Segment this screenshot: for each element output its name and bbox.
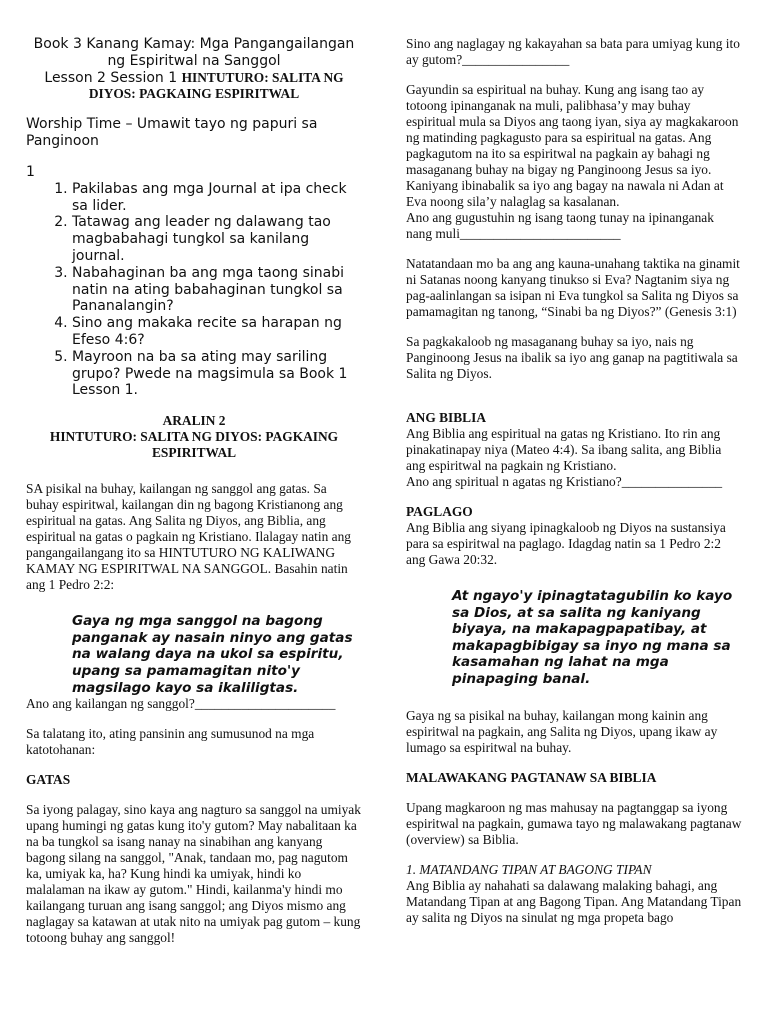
biblia-paragraph: Ang Biblia ang espiritual na gatas ng Kristiano. Ito rin ang pinakatinapay niya (Mateo 4:4). Sa ibang salita, ang Biblia ang espiritwal na pagkain ng Kristiano. <box>406 426 722 473</box>
espiritual-paragraph: Gayundin sa espiritual na buhay. Kung ang isang tao ay totoong ipinanganak na muli, palibhasa’y may buhay espiritual mula sa Diyos ang taong iyan, siya ay magkakaroon ng matinding pagkagusto para sa espiritual na gatas. Ang pagkagutom na ito sa espiritwal na pagkain ay bahagi ng masaganang buhay na bigay ng Panginoong Jesus sa iyo. Kaniyang ibinabalik sa iyo ang bagay na nawala ni Adan at Eva noong sila’y nalaglag sa kasalanan. <box>406 82 739 209</box>
task-item: 3. Nabahaginan ba ang mga taong sinabi natin na ating babahaginan tungkol sa Pananalangin? <box>72 265 362 315</box>
lesson-header <box>26 36 362 102</box>
gatas-heading: GATAS <box>26 772 71 788</box>
header-line-4: DIYOS: PAGKAING ESPIRITWAL <box>88 86 300 102</box>
truths-paragraph: Sa talatang ito, ating pansinin ang sumusunod na mga katotohanan: <box>26 726 315 758</box>
question-umiyak: Sino ang naglagay ng kakayahan sa bata para umiyag kung ito ay gutom?________________ <box>406 36 740 67</box>
verse-gawa: At ngayo'y ipinagtatagubilin ko kayo sa Dios, at sa salita ng kaniyang biyaya, na makapagpapatibay, at makapagbibigay sa inyo ng mana sa kasamahan ng lahat na mga pinapaging banal. <box>452 588 733 687</box>
worship-time: Worship Time – Umawit tayo ng papuri sa Panginoon <box>26 116 318 150</box>
header-line-1: Book 3 Kanang Kamay: Mga Pangangailangan <box>33 36 355 52</box>
left-column <box>26 36 362 946</box>
satanas-paragraph: Natatandaan mo ba ang ang kauna-unahang taktika na ginamit ni Satanas noong kanyang tinukso si Eva? Nagtanim siya ng pag-aalinlangan sa isipan ni Eva tungkol sa Salita ng Diyos sa pamamagitan ng tanong, “Sinabi ba ng Diyos?” (Genesis 3:1) <box>406 256 740 319</box>
aralin-title: HINTUTURO: SALITA NG DIYOS: PAGKAING ESPIRITWAL <box>49 429 339 461</box>
header-line-2: ng Espiritwal na Sanggol <box>107 52 281 69</box>
overview-paragraph: Upang magkaroon ng mas mahusay na pagtanggap sa iyong espiritwal na pagkain, gumawa tayo ng malawakang pagtanaw (overview) sa Biblia. <box>406 799 742 847</box>
gatas-paragraph: Sa iyong palagay, sino kaya ang nagturo sa sanggol na umiyak upang humingi ng gatas kung ito'y gutom? May nabalitaan ka na ba tungkol sa isang nanay na sinabihan ang kanyang bagong silang na sanggol, "Anak, tandaan mo, pag nagutom ka, umiyak ka, ha? Kung hindi ka umiyak, hindi ko malalaman na ikaw ay gutom." Hindi, kailanma'y hindi mo kailangang turuan ang isang sanggol; ang Diyos mismo ang naglagay sa katawan at utak nito na umiyak pag gutom – kung totoong buhay ang sanggol! <box>26 802 361 946</box>
biblia-heading: ANG BIBLIA <box>406 410 486 425</box>
right-column <box>406 36 742 926</box>
question-gatas: Ano ang spiritual n agatas ng Kristiano?_______________ <box>406 474 723 489</box>
verse-1-pedro: Gaya ng mga sanggol na bagong panganak ay nasain ninyo ang gatas na walang daya na ukol sa espiritu, upang sa pamamagitan nito'y magsilago kayo sa ikaliligtas. <box>72 613 353 696</box>
tipan-subheading: 1. MATANDANG TIPAN AT BAGONG TIPAN <box>406 861 652 877</box>
paglago-summary: Gaya ng sa pisikal na buhay, kailangan mong kainin ang espiritwal na pagkain, ang Salita ng Diyos, upang ikaw ay lumago sa espiritwal na buhay. <box>406 707 718 755</box>
section-number: 1 <box>26 163 35 180</box>
header-line-3-bold: HINTUTURO: SALITA NG <box>181 69 344 85</box>
paglago-heading: PAGLAGO <box>406 504 473 519</box>
task-item: 2. Tatawag ang leader ng dalawang tao magbabahagi tungkol sa kanilang journal. <box>72 214 362 264</box>
task-item: 5. Mayroon na ba sa ating may sariling grupo? Pwede na magsimula sa Book 1 Lesson 1. <box>72 349 362 399</box>
header-line-3-prefix: Lesson 2 Session 1 <box>44 69 182 86</box>
task-list <box>26 181 362 399</box>
question-sanggol: Ano ang kailangan ng sanggol?_____________________ <box>26 696 336 712</box>
intro-paragraph: SA pisikal na buhay, kailangan ng sanggol ang gatas. Sa buhay espiritwal, kailangan din ng bagong Kristianong ang espiritual na gatas. Ang Salita ng Diyos, ang Biblia, ang espiritual na gatas o pagkain ng Kristiano. Ilalagay natin ang pangangailangang ito sa HINTUTURO NG KALIWANG KAMAY NG ESPIRITWAL NA SANGGOL. Basahin natin ang 1 Pedro 2:2: <box>26 481 351 593</box>
tipan-paragraph: Ang Biblia ay nahahati sa dalawang malaking bahagi, ang Matandang Tipan at ang Bagong Tipan. Ang Matandang Tipan ay salita ng Diyos na sinulat ng mga propeta bago <box>406 877 742 925</box>
paglago-paragraph: Ang Biblia ang siyang ipinagkaloob ng Diyos na sustansiya para sa espiritwal na paglago. Idagdag natin sa 1 Pedro 2:2 ang Gawa 20:32. <box>406 520 726 567</box>
overview-heading: MALAWAKANG PAGTANAW SA BIBLIA <box>406 769 657 785</box>
question-ipinanganak: Ano ang gugustuhin ng isang taong tunay na ipinanganak nang muli________________________ <box>406 210 714 241</box>
aralin-label: ARALIN 2 <box>162 413 226 429</box>
task-item: 1. Pakilabas ang mga Journal at ipa check sa lider. <box>72 181 362 215</box>
task-item: 4. Sino ang makaka recite sa harapan ng Efeso 4:6? <box>72 315 362 349</box>
pagtitiwala-paragraph: Sa pagkakaloob ng masaganang buhay sa iyo, nais ng Panginoong Jesus na ibalik sa iyo ang ganap na pagtitiwala sa Salita ng Diyos. <box>406 334 738 381</box>
header-line-3 <box>26 70 362 87</box>
